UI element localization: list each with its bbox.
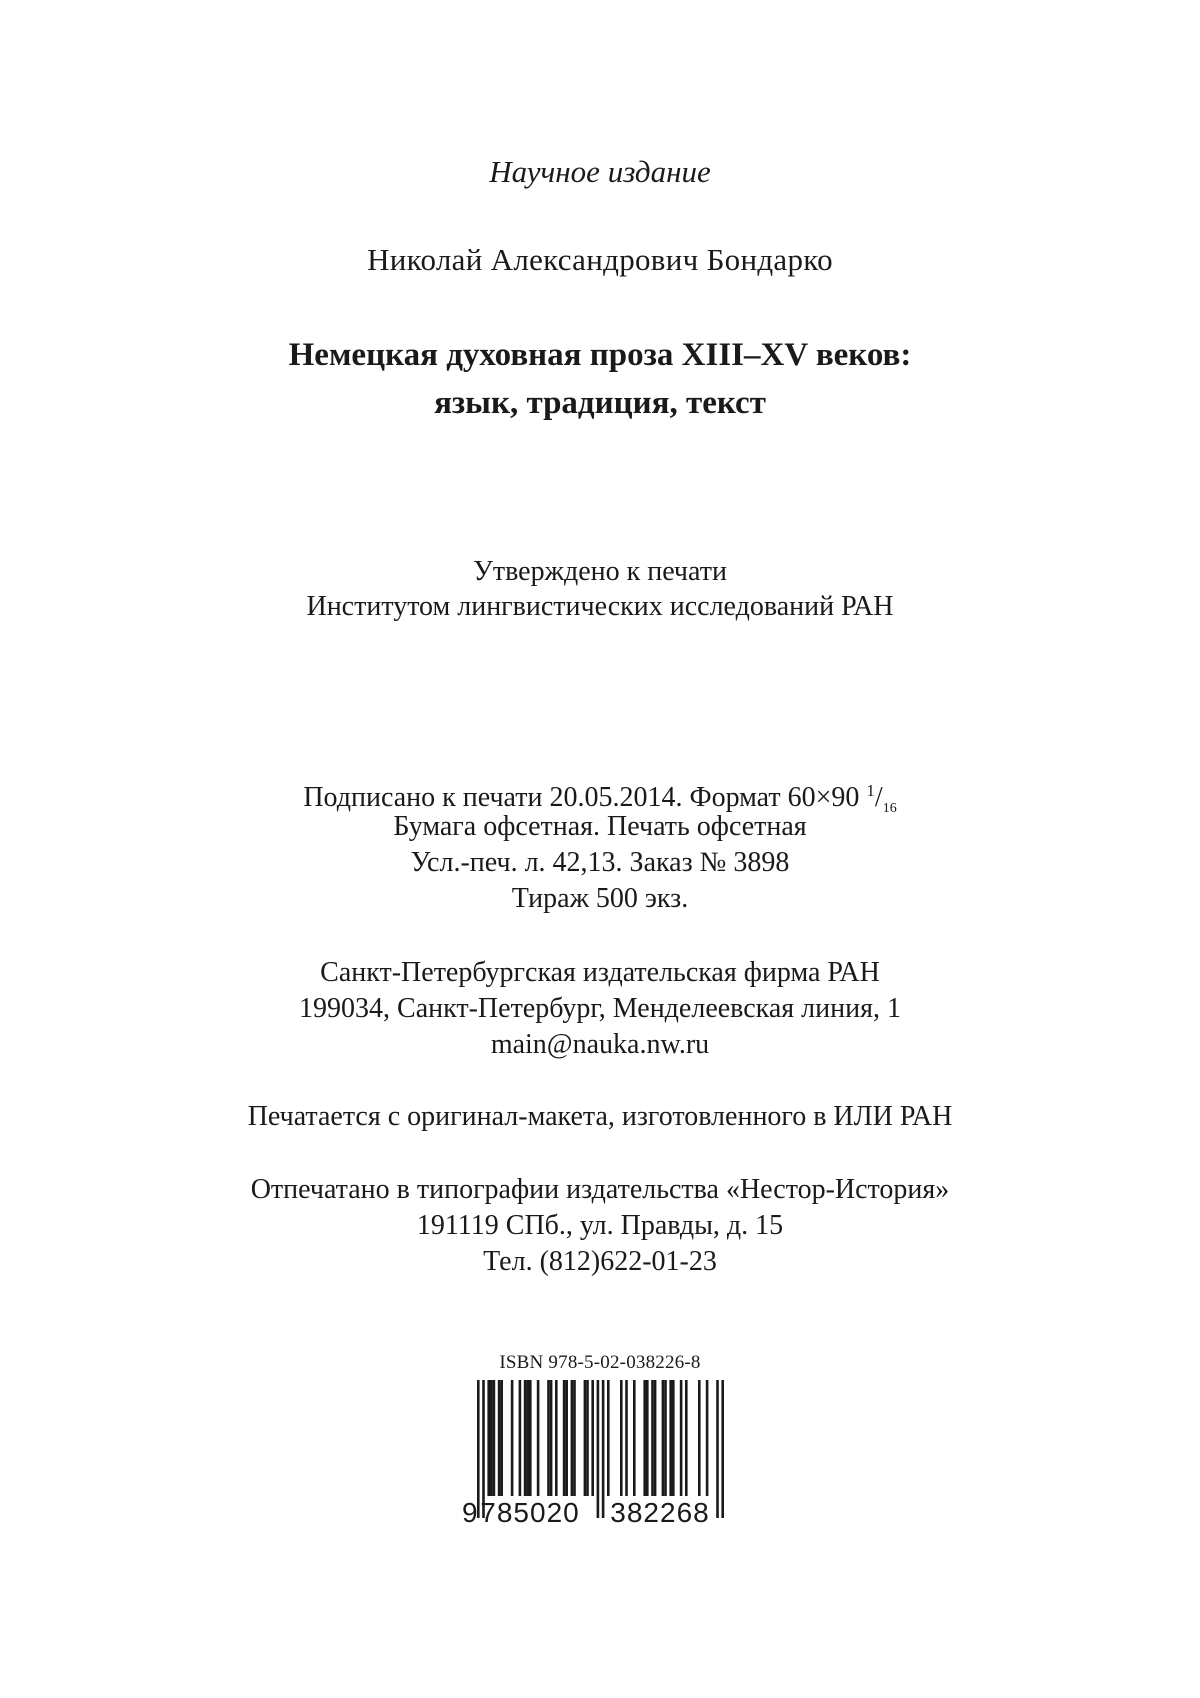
barcode-bar (662, 1380, 665, 1496)
approval-line-1: Утверждено к печати (473, 556, 727, 587)
barcode-bar (511, 1380, 514, 1496)
approval-line-2: Институтом лингвистических исследований РАН (306, 591, 894, 622)
barcode-bar (651, 1380, 654, 1496)
layout-note: Печатается с оригинал-макета, изготовленного в ИЛИ РАН (247, 1101, 953, 1132)
book-title-line-1: Немецкая духовная проза XIII–XV веков: (288, 337, 912, 373)
barcode-bar (706, 1380, 709, 1496)
barcode-bar (498, 1380, 501, 1496)
barcode-bar (669, 1380, 672, 1496)
barcode-bar (555, 1380, 558, 1496)
barcode-bar (490, 1380, 493, 1496)
barcode-lead-digit: 9 (462, 1497, 478, 1528)
paper-info: Бумага офсетная. Печать офсетная (393, 811, 807, 842)
barcode-bar (643, 1380, 646, 1496)
barcode-bar (646, 1380, 649, 1496)
format-denominator: 16 (882, 801, 897, 816)
book-title-line-2: язык, традиция, текст (434, 385, 766, 421)
format-separator: / (874, 782, 883, 813)
barcode-bar (620, 1380, 623, 1496)
author-name: Николай Александрович Бондарко (367, 242, 833, 277)
barcode-guard-bar (602, 1380, 605, 1518)
barcode-bar (493, 1380, 496, 1496)
barcode-bar (487, 1380, 490, 1496)
barcode-bar (584, 1380, 587, 1496)
printer-line-1: Отпечатано в типографии издательства «Нестор-История» (250, 1174, 950, 1205)
barcode-bar (680, 1380, 683, 1496)
publisher-name: Санкт-Петербургская издательская фирма РАН (320, 957, 880, 988)
format-numerator: 1 (866, 781, 875, 800)
print-run: Тираж 500 экз. (511, 883, 689, 914)
publisher-address: 199034, Санкт-Петербург, Менделеевская линия, 1 (299, 993, 901, 1024)
barcode-bar (529, 1380, 532, 1496)
barcode-bar (586, 1380, 589, 1496)
barcode-guard-bar (716, 1380, 719, 1518)
barcode-guard-bar (721, 1380, 724, 1518)
barcode-bar (565, 1380, 568, 1496)
barcode-bar (537, 1380, 540, 1496)
barcode-bar (571, 1380, 574, 1496)
signed-text: Подписано к печати 20.05.2014. Формат 60×90 (303, 782, 860, 813)
barcode-bar (633, 1380, 636, 1496)
edition-type: Научное издание (489, 154, 711, 189)
publisher-email: main@nauka.nw.ru (490, 1029, 710, 1060)
barcode-bar (685, 1380, 688, 1496)
barcode-bar (550, 1380, 553, 1496)
barcode-bar (607, 1380, 610, 1496)
barcode-bar (519, 1380, 522, 1496)
barcode-bar (524, 1380, 527, 1496)
barcode-bar (500, 1380, 503, 1496)
barcode-bar (591, 1380, 594, 1496)
isbn-barcode (450, 1378, 750, 1528)
barcode-left-digits: 785020 (480, 1497, 580, 1528)
barcode-bar (672, 1380, 675, 1496)
barcode-bar (563, 1380, 566, 1496)
barcode-bar (664, 1380, 667, 1496)
barcode-guard-bar (597, 1380, 600, 1518)
printer-address: 191119 СПб., ул. Правды, д. 15 (416, 1210, 784, 1241)
printer-phone: Тел. (812)622-01-23 (483, 1246, 717, 1277)
barcode-bar (654, 1380, 657, 1496)
barcode-bar (625, 1380, 628, 1496)
sheets-order-info: Усл.-печ. л. 42,13. Заказ № 3898 (410, 847, 790, 878)
barcode-bar (526, 1380, 529, 1496)
barcode-bar (698, 1380, 701, 1496)
isbn-label: ISBN 978-5-02-038226-8 (499, 1352, 701, 1373)
barcode-bar (547, 1380, 550, 1496)
barcode-bar (573, 1380, 576, 1496)
barcode-right-digits: 382268 (610, 1497, 710, 1528)
